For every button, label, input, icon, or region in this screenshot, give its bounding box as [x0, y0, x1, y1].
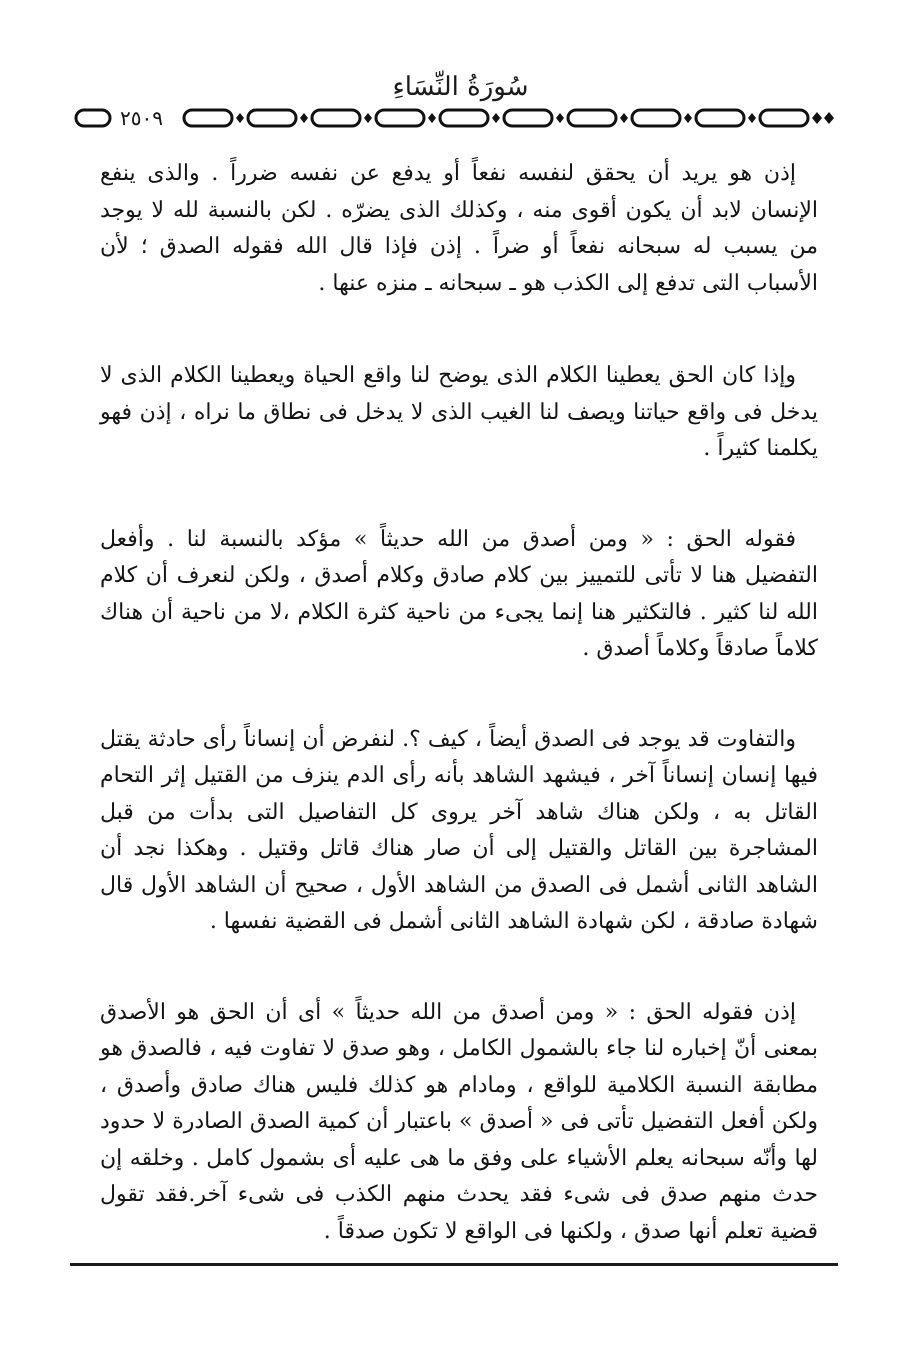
- page-number: ٢٥٠٩: [114, 104, 169, 132]
- ornamental-header-rule: [72, 104, 842, 132]
- paragraph-text: فقوله الحق : « ومن أصدق من الله حديثاً » مؤكد بالنسبة لنا . وأفعل التفضيل هنا لا تأتى للتمييز بين كلام صادق وكلام أصدق ، ولكن لنعرف أن كلام الله لنا كثير . فالتكثير هنا إنما يجىء من ناحية كثرة الكلام ،لا من ناحية أن هناك كلاماً صادقاً وكلاماً أصدق .: [100, 526, 818, 661]
- paragraph: [100, 358, 818, 468]
- surah-title: سُورَةُ النِّسَاءِ: [392, 72, 529, 102]
- main-text: [100, 156, 818, 1250]
- paragraph-text: إذن فقوله الحق : « ومن أصدق من الله حديثاً » أى أن الحق هو الأصدق بمعنى أنّ إخباره لنا جاء بالشمول الكامل ، وهو صدق لا تفاوت فيه ، فالصدق هو مطابقة النسبة الكلامية للواقع ، ومادام هو كذلك فليس هناك صادق وأصدق ، ولكن أفعل التفضيل تأتى فى « أصدق » باعتبار أن كمية الصدق الصادرة لا حدود لها وأنّه سبحانه يعلم الأشياء على وفق ما هى عليه أى بشمول كامل . وخلقه إن حدث منهم صدق فى شىء فقد يحدث منهم الكذب فى شىء آخر.فقد تقول قضية تعلم أنها صدق ، ولكنها فى الواقع لا تكون صدقاً .: [100, 999, 818, 1244]
- paragraph: [100, 522, 818, 668]
- paragraph: [100, 995, 818, 1251]
- paragraph: [100, 722, 818, 941]
- paragraph-text: وإذا كان الحق يعطينا الكلام الذى يوضح لنا واقع الحياة ويعطينا الكلام الذى لا يدخل فى واقع حياتنا ويصف لنا الغيب الذى لا يدخل فى نطاق ما نراه ، إذن فهو يكلمنا كثيراً .: [100, 363, 818, 461]
- paragraph-text: إذن هو يريد أن يحقق لنفسه نفعاً أو يدفع عن نفسه ضرراً . والذى ينفع الإنسان لابد أن يكون أقوى منه ، وكذلك الذى يضرّه . لكن بالنسبة لله لا يوجد من يسبب له سبحانه نفعاً أو ضراً . إذن فإذا قال الله فقوله الصدق ؛ لأن الأسباب التى تدفع إلى الكذب هو ـ سبحانه ـ منزه عنها .: [100, 161, 818, 296]
- paragraph-text: والتفاوت قد يوجد فى الصدق أيضاً ، كيف ؟. لنفرض أن إنساناً رأى حادثة يقتل فيها إنسان إنساناً آخر ، فيشهد الشاهد بأنه رأى الدم ينزف من القتيل إثر التحام القاتل به ، ولكن هناك شاهد آخر يروى كل التفاصيل التى بدأت من قبل المشاجرة بين القاتل والقتيل إلى أن صار هناك قاتل وقتيل . وهكذا نجد أن الشاهد الثانى أشمل فى الصدق من الشاهد الأول ، صحيح أن الشاهد الأول قال شهادة صادقة ، لكن شهادة الشاهد الثانى أشمل فى القضية نفسها .: [100, 726, 818, 934]
- paragraph: [100, 156, 818, 302]
- footer-rule: [70, 1263, 838, 1266]
